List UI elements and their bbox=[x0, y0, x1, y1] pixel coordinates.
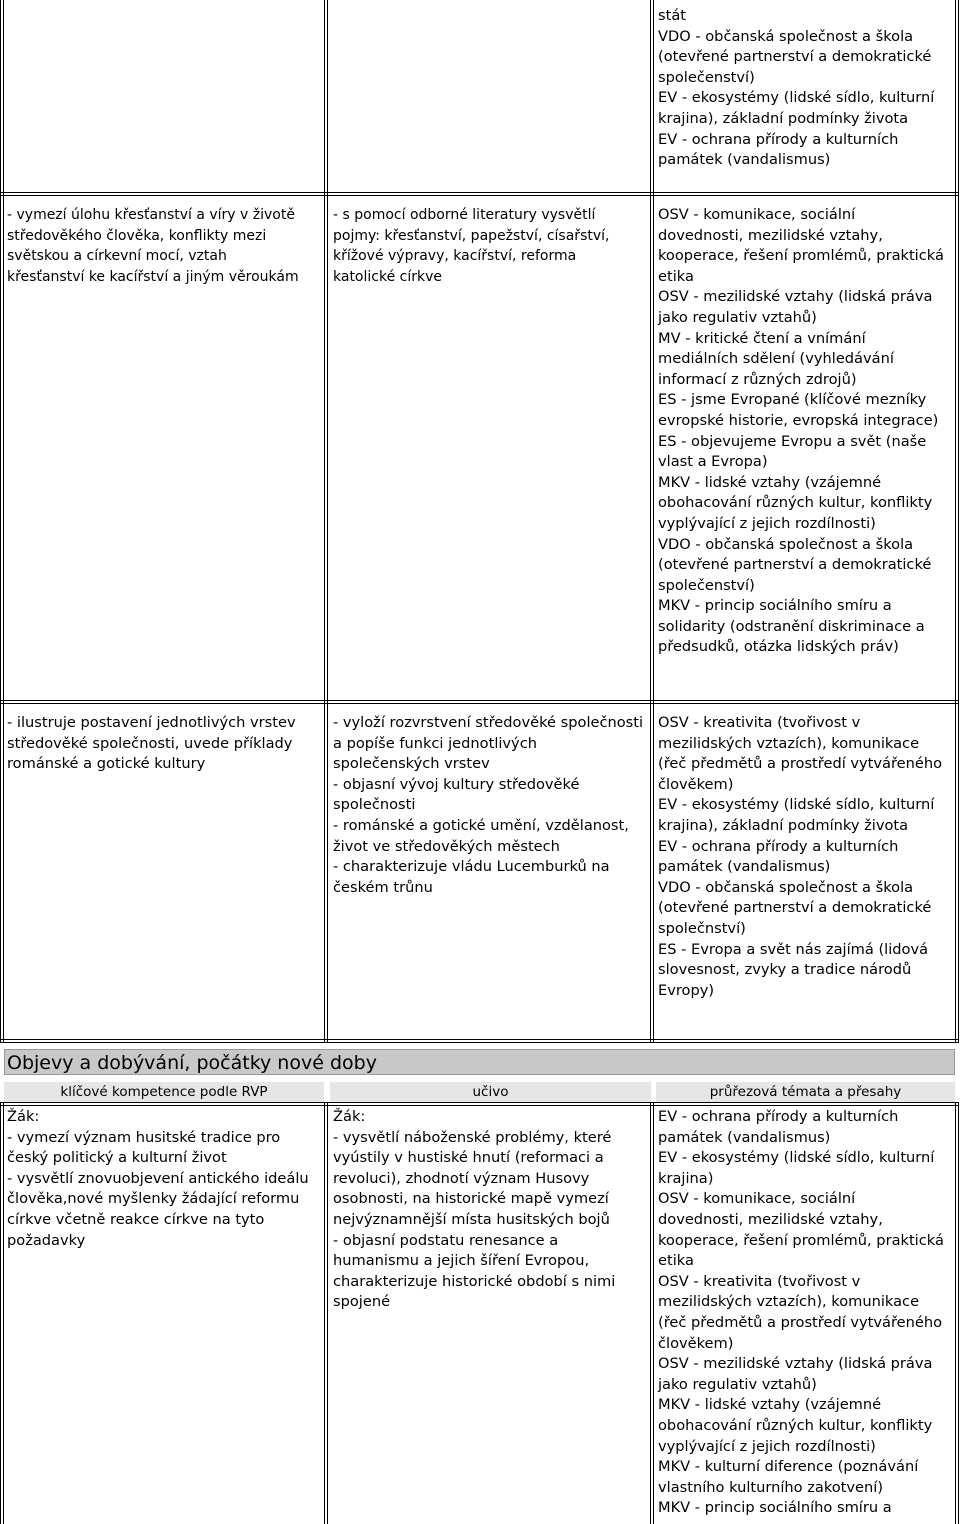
row2-themes: OSV - komunikace, sociální dovednosti, mezilidské vztahy, kooperace, řešení promlémů, praktická etika OSV - mezilidské vztahy (lidská práva jako regulativ vztahů) MV - kritické čtení a vnímání mediálních sdělení (vyhledávání informací z různých zdrojů) ES - jsme Evropané (klíčové mezníky evropské historie, evropská integrace) ES - objevujeme Evropu a svět (naše vlast a Evropa) MKV - lidské vztahy (vzájemné obohacování různých kultur, konflikty vyplývající z jejich rozdílnosti) VDO - občanská společnost a škola (otevřené partnerství a demokratické společenství) MKV - princip sociálního smíru a solidarity (odstranění diskriminace a předsudků, otázka lidských práv) bbox=[658, 206, 944, 656]
row-divider bbox=[0, 1039, 959, 1043]
row2-curriculum: - s pomocí odborné literatury vysvětlí pojmy: křesťanství, papežství, císařství, křížové výpravy, kacířství, reforma katolické církve bbox=[333, 207, 610, 285]
section-title: Objevy a dobývání, počátky nové doby bbox=[4, 1049, 955, 1075]
column-divider bbox=[955, 1102, 959, 1524]
row3-competence: - ilustruje postavení jednotlivých vrstev středověké společnosti, uvede příklady románské a gotické kultury bbox=[7, 714, 296, 773]
section-curriculum: Žák: - vysvětlí náboženské problémy, které vyústily v hustiské hnutí (reformaci a revoluci), zhodnotí význam Husovy osobnosti, na historické mapě vymezí nejvýznamnější místa husitských bojů - objasní podstatu renesance a humanismu a jejich šíření Evropou, charakterizuje historické období s nimi spojené bbox=[333, 1108, 616, 1311]
row-divider bbox=[0, 192, 959, 196]
column-divider bbox=[324, 0, 328, 1043]
row-divider bbox=[0, 1102, 959, 1106]
row1-themes: stát VDO - občanská společnost a škola (otevřené partnerství a demokratické společenství) EV - ekosystémy (lidské sídlo, kulturní krajina), základní podmínky života EV - ochrana přírody a kulturních památek (vandalismus) bbox=[658, 7, 935, 169]
header-competences: klíčové kompetence podle RVP bbox=[4, 1082, 324, 1102]
column-divider bbox=[0, 0, 4, 1043]
header-curriculum: učivo bbox=[330, 1082, 651, 1102]
section-competence: Žák: - vymezí význam husitské tradice pro český politický a kulturní život - vysvětlí znovuobjevení antického ideálu člověka,nové myšlenky žádající reformu církve včetně reakce církve na tyto požadavky bbox=[7, 1108, 309, 1249]
column-divider bbox=[0, 1102, 4, 1524]
row2-competence: - vymezí úlohu křesťanství a víry v životě středověkého člověka, konflikty mezi světskou a církevní mocí, vztah křesťanství ke kacířství a jiným věroukám bbox=[7, 207, 299, 285]
row-divider bbox=[0, 700, 959, 704]
column-divider bbox=[955, 0, 959, 1043]
section-themes: EV - ochrana přírody a kulturních památek (vandalismus) EV - ekosystémy (lidské sídlo, kulturní krajina) OSV - komunikace, sociální dovednosti, mezilidské vztahy, kooperace, řešení promlémů, praktická etika OSV - kreativita (tvořivost v mezilidských vztazích), komunikace (řeč předmětů a prostředí vytvářeného člověkem) OSV - mezilidské vztahy (lidská práva jako regulativ vztahů) MKV - lidské vztahy (vzájemné obohacování různých kultur, konflikty vyplývající z jejich rozdílnosti) MKV - kulturní diference (poznávání vlastního kulturního zakotvení) MKV - princip sociálního smíru a bbox=[658, 1108, 944, 1517]
row3-themes: OSV - kreativita (tvořivost v mezilidských vztazích), komunikace (řeč předmětů a prostředí vytvářeného člověkem) EV - ekosystémy (lidské sídlo, kulturní krajina), základní podmínky života EV - ochrana přírody a kulturních památek (vandalismus) VDO - občanská společnost a škola (otevřené partnerství a demokratické společnství) ES - Evropa a svět nás zajímá (lidová slovesnost, zvyky a tradice národů Evropy) bbox=[658, 714, 943, 999]
header-themes: průřezová témata a přesahy bbox=[656, 1082, 955, 1102]
row3-curriculum: - vyloží rozvrstvení středověké společnosti a popíše funkci jednotlivých společenských vrstev - objasní vývoj kultury středověké společnosti - románské a gotické umění, vzdělanost, život ve středověkých městech - charakterizuje vládu Lucemburků na českém trůnu bbox=[333, 714, 644, 896]
